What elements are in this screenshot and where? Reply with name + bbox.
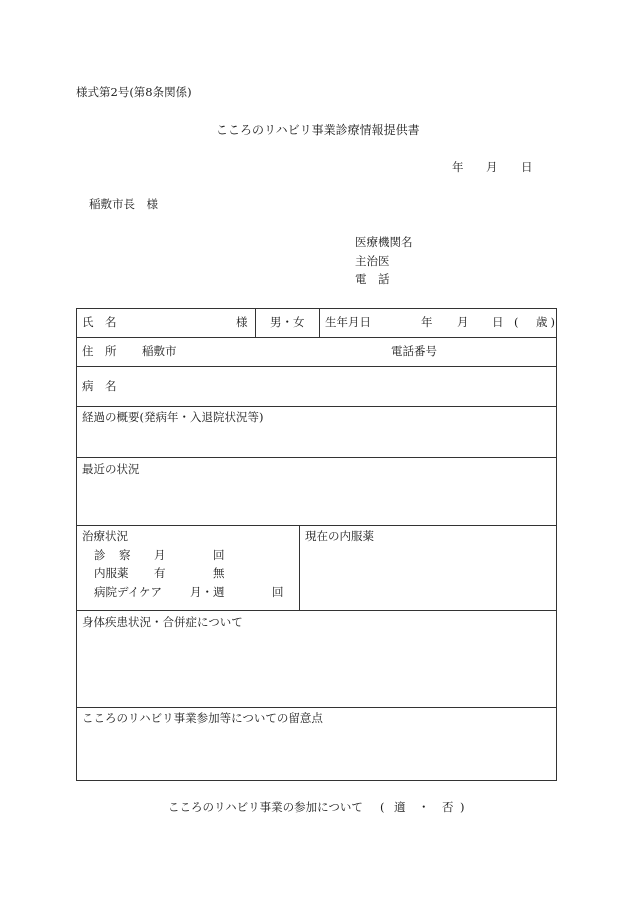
history-label: 経過の概要(発病年・入退院状況等)	[82, 410, 264, 424]
participation-notes-label: こころのリハビリ事業参加等についての留意点	[82, 711, 323, 725]
birth-month-label: 月	[457, 315, 469, 329]
col-divider	[299, 525, 300, 610]
current-medication-label: 現在の内服薬	[305, 529, 374, 543]
close-paren: )	[460, 800, 465, 814]
address-city: 稲敷市	[142, 344, 177, 358]
age-label: ( 歳)	[514, 315, 558, 329]
physical-condition-label: 身体疾患状況・合併症について	[82, 615, 243, 629]
open-paren: (	[380, 800, 385, 814]
sender-phone-label: 電 話	[355, 272, 390, 286]
consultation-times-label: 回	[213, 548, 225, 562]
date-month-label: 月	[486, 160, 498, 174]
medication-label: 内服薬	[94, 566, 129, 580]
medication-no[interactable]: 無	[213, 566, 225, 580]
date-day-label: 日	[521, 160, 533, 174]
row-divider	[76, 525, 557, 526]
recent-status-label: 最近の状況	[82, 462, 140, 476]
gender-choice[interactable]: 男・女	[270, 315, 305, 329]
row-divider	[76, 707, 557, 708]
participation-label: こころのリハビリ事業の参加について	[168, 800, 363, 814]
medication-yes[interactable]: 有	[154, 566, 166, 580]
date-year-label: 年	[452, 160, 464, 174]
daycare-period[interactable]: 月・週	[190, 585, 225, 599]
row-divider	[76, 457, 557, 458]
institution-label: 医療機関名	[355, 235, 413, 249]
honorific-label: 様	[236, 315, 248, 329]
row-divider	[76, 337, 557, 338]
treatment-label: 治療状況	[82, 529, 128, 543]
name-label: 氏 名	[82, 315, 117, 329]
daycare-label: 病院デイケア	[94, 585, 162, 599]
unsuitable-choice[interactable]: 否	[442, 800, 454, 814]
phone-number-label: 電話番号	[391, 344, 437, 358]
consultation-month-label: 月	[154, 548, 166, 562]
suitable-choice[interactable]: 適	[394, 800, 406, 814]
choice-separator: ・	[418, 800, 430, 814]
consultation-label: 診 察	[94, 548, 132, 562]
document-title: こころのリハビリ事業診療情報提供書	[216, 123, 420, 137]
birth-year-label: 年	[421, 315, 433, 329]
addressee: 稲敷市長 様	[89, 197, 158, 211]
row-divider	[76, 406, 557, 407]
address-label: 住 所	[82, 344, 117, 358]
birth-date-label: 生年月日	[325, 315, 371, 329]
doctor-label: 主治医	[355, 254, 390, 268]
col-divider	[319, 308, 320, 337]
birth-day-label: 日	[492, 315, 504, 329]
disease-label: 病 名	[82, 379, 117, 393]
form-number: 様式第2号(第8条関係)	[76, 85, 192, 99]
daycare-times-label: 回	[272, 585, 284, 599]
row-divider	[76, 366, 557, 367]
col-divider	[255, 308, 256, 337]
row-divider	[76, 610, 557, 611]
